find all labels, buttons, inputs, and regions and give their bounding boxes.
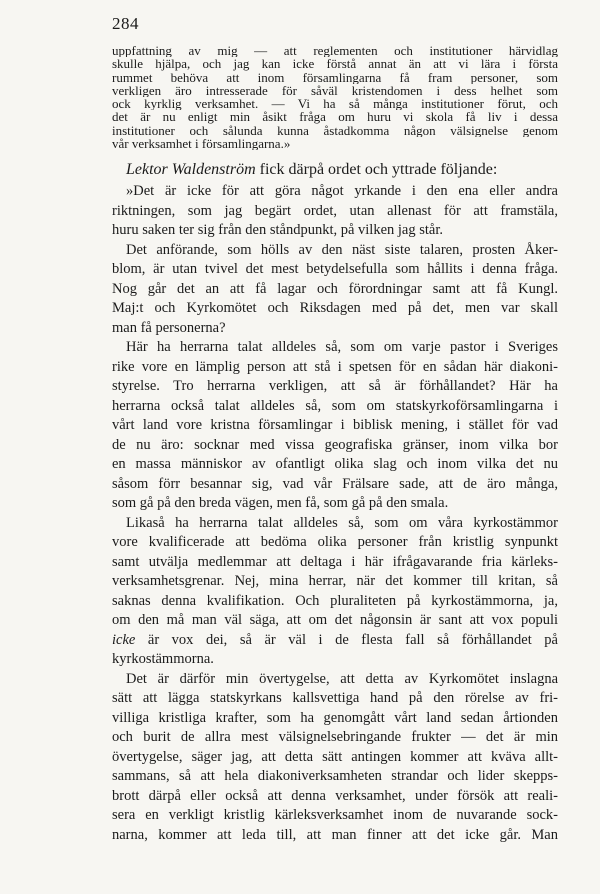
text-line: Likaså ha herrarna talat alldeles så, som om våra kyrkostämmor bbox=[126, 514, 558, 531]
text-line: rike vore en lämplig person att stå i spetsen för en sådan här diakoni- bbox=[112, 358, 558, 375]
text-line: såsom förr besannar sig, vad vår Frälsare sade, att de äro många, bbox=[112, 475, 558, 492]
text-line: sera en verkligt kristlig kärleksverksamhet inom de nuvarande sock- bbox=[112, 807, 558, 824]
text-line bbox=[112, 631, 558, 651]
text-line: Här ha herrarna talat alldeles så, som om varje pastor i Sveriges bbox=[126, 339, 558, 356]
text-line: verkligen äro intresserade för såväl kristendomen i dess helhet som bbox=[112, 83, 558, 98]
text-line: huru saken ter sig från den ståndpunkt, på vilken jag står. bbox=[112, 222, 444, 239]
text-line: brott därpå eller också att denna verksamhet, under försök att reali- bbox=[112, 787, 558, 804]
text-line: kyrkostämmorna. bbox=[112, 651, 214, 668]
text-line: de nu äro: socknar med vissa geografiska gränser, inom vilka bor bbox=[112, 436, 558, 453]
text-line: skulle hjälpa, och jag kan icke förstå annat än att vi lära i första bbox=[112, 57, 558, 71]
text-line: en massa människor av ofantligt olika slag och inom vilka det nu bbox=[112, 456, 558, 473]
speaker-intro: fick därpå ordet och yttrade följande: bbox=[255, 161, 498, 179]
intro-paragraph bbox=[112, 44, 558, 150]
italic-word: icke bbox=[112, 631, 136, 648]
text-line: rummet behöva att inom församlingarna få fram personer, som bbox=[112, 70, 558, 84]
text-line: vårt land vore kristna församlingar i biblisk mening, i stället för vad bbox=[112, 417, 558, 434]
text-line: blom, är utan tvivel det mest betydelsefulla som hållits i denna fråga. bbox=[112, 261, 558, 278]
text-line: institutioner och sålunda kunna åstadkomma någon välsignelse genom bbox=[112, 123, 558, 138]
text-body bbox=[112, 44, 558, 845]
text-line: Det anförande, som hölls av den näst siste talaren, prosten Åker- bbox=[126, 241, 558, 258]
text-line: uppfattning av mig — att reglementen och institutioner härvidlag bbox=[112, 44, 558, 58]
text-line: riktningen, som jag begärt ordet, utan allenast för att framstäla, bbox=[112, 202, 558, 219]
text-line: vår verksamhet i församlingarna.» bbox=[112, 137, 291, 151]
text-line: samt utvälja medlemmar att deltaga i här ifrågavarande fria kärleks- bbox=[112, 553, 558, 570]
speaker-heading bbox=[112, 159, 558, 181]
text-line: herrarna också talat alldeles så, som om statskyrkoförsamlingarna i bbox=[112, 397, 558, 414]
text-line: ock kyrklig verksamhet. — Vi ha så många institutioner förut, och bbox=[112, 97, 558, 111]
text-line: som gå på den breda vägen, men få, som gå på den smala. bbox=[112, 495, 449, 512]
text-line: Nog går det an att få lagar och förordningar samt att få Kungl. bbox=[112, 280, 558, 297]
text-line: sätt att lägga statskyrkans kallsvettiga hand på den rörelse av fri- bbox=[112, 690, 558, 707]
text-line: det är nu enligt min åsikt fråga om huru vi skola få liv i dessa bbox=[112, 110, 558, 124]
text-line: och burit de allra mest välsignelsebringande frukter — det är min bbox=[112, 729, 558, 746]
text-line: Maj:t och Kyrkomötet och Riksdagen med på det, men var skall bbox=[112, 300, 558, 317]
text-line: vore kvalificerade att bedöma olika personer från kristlig synpunkt bbox=[112, 534, 558, 551]
text-line: narna, kommer att leda till, att man finner att det icke går. Man bbox=[112, 826, 558, 843]
text-line: »Det är icke för att göra något yrkande i den ena eller andra bbox=[126, 183, 558, 200]
text-line bbox=[112, 159, 558, 181]
text-line: övertygelse, säger jag, att detta sätt antingen kommer att kväva allt- bbox=[112, 748, 558, 765]
text-line: sammans, så att hela diakoniverksamheten strandar och lider skepps- bbox=[112, 768, 558, 785]
speech-body bbox=[112, 182, 558, 845]
text-fragment: är vox dei, så är väl i de flesta fall så förhållandet på bbox=[135, 631, 558, 648]
speaker-name: Lektor Waldenström bbox=[126, 161, 256, 179]
text-line: styrelse. Tro herrarna verkligen, att så är förhållandet? Här ha bbox=[112, 378, 558, 395]
text-line: Det är därför min övertygelse, att detta av Kyrkomötet inslagna bbox=[126, 670, 558, 687]
text-line: om den må man väl säga, att om det någonsin är sant att vox populi bbox=[112, 612, 558, 629]
text-line: saknas denna kvalifikation. Och pluraliteten på kyrkostämmorna, ja, bbox=[112, 592, 558, 609]
text-line: verksamhetsgrenar. Nej, mina herrar, när det kommer till kritan, så bbox=[112, 573, 558, 590]
text-line: villiga kristliga krafter, som ha genomgått vårt land sedan årtionden bbox=[112, 709, 558, 726]
text-line: man få personerna? bbox=[112, 319, 226, 336]
page-number: 284 bbox=[112, 14, 139, 33]
